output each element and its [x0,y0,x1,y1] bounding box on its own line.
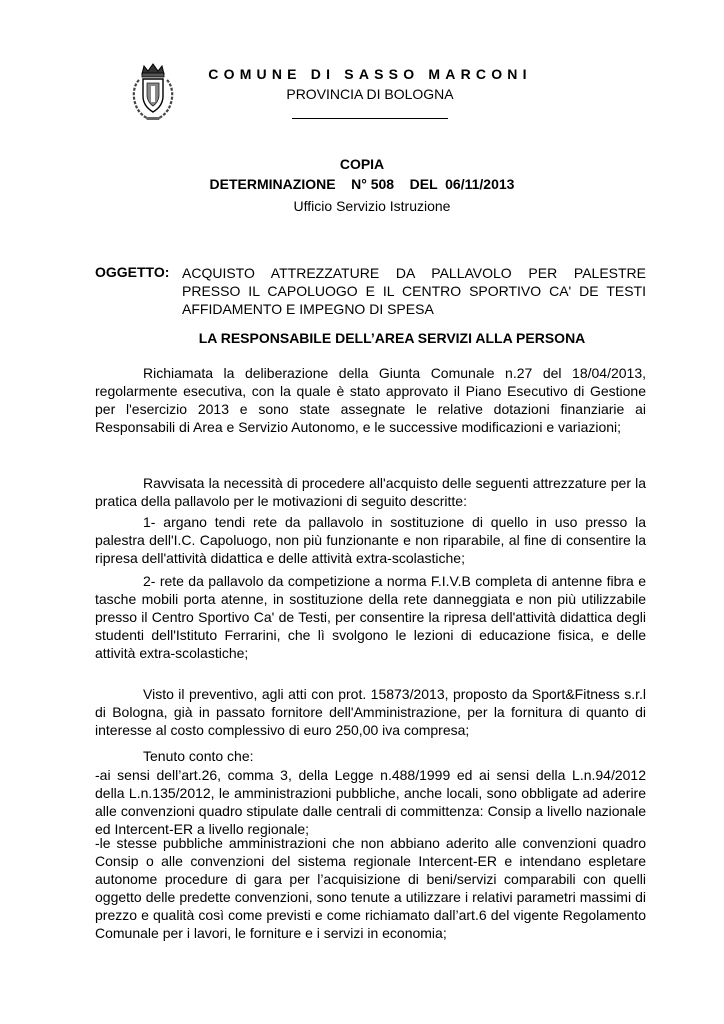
paragraph: Tenuto conto che: [143,748,254,764]
paragraph: Ravvisata la necessità di procedere all'acquisto delle seguenti attrezzature per la pratica della pallavolo per le motivazioni di seguito descritte: [95,475,646,509]
subject-text [182,264,646,318]
subject-line: AFFIDAMENTO E IMPEGNO DI SPESA [182,301,434,317]
paragraph: -ai sensi dell’art.26, comma 3, della Legge n.488/1999 ed ai sensi della L.n.94/2012 della L.n.135/2012, le amministrazioni pubbliche, anche locali, sono obbligate ad aderire alle convenzioni quadro stipulate dalle centrali di committenza: Consip a livello nazionale ed Intercent-ER a livello regionale; [95,767,646,837]
copy-label: COPIA [339,156,385,172]
municipality-name: COMUNE DI SASSO MARCONI [208,66,532,82]
determination-number: DETERMINAZIONE N° 508 DEL 06/11/2013 [209,176,515,192]
section-heading: LA RESPONSABILE DELL’AREA SERVIZI ALLA PERSONA [198,330,586,346]
subject-label: OGGETTO: [95,264,170,280]
subject-line: PRESSO IL CAPOLUOGO E IL CENTRO SPORTIVO CA' DE TESTI [182,283,646,299]
paragraph: Richiamata la deliberazione della Giunta Comunale n.27 del 18/04/2013, regolarmente esecutiva, con la quale è stato approvato il Piano Esecutivo di Gestione per l'esercizio 2013 e sono state assegnate le relative dotazioni finanziarie ai Responsabili di Area e Servizio Autonomo, e le successive modificazioni e variazioni; [95,365,646,435]
paragraph: -le stesse pubbliche amministrazioni che non abbiano aderito alle convenzioni quadro Consip o alle convenzioni del sistema regionale Intercent-ER e intendano espletare autonome procedure di gara per l’acquisizione di beni/servizi comparabili con quelli oggetto delle predette convenzioni, sono tenute a utilizzare i relativi parametri massimi di prezzo e qualità così come previsti e come richiamato dall’art.6 del vigente Regolamento Comunale per i lavori, le forniture e i servizi in economia; [95,835,646,941]
header-divider [292,118,448,119]
coat-of-arms-icon [129,62,177,124]
subject-line: ACQUISTO ATTREZZATURE DA PALLAVOLO PER PALESTRE [182,265,646,281]
province-name: PROVINCIA DI BOLOGNA [286,86,454,102]
office-name: Ufficio Servizio Istruzione [293,198,451,214]
paragraph: 2- rete da pallavolo da competizione a norma F.I.V.B completa di antenne fibra e tasche mobili porta atenne, in sostituzione della rete danneggiata e non più utilizzabile presso il Centro Sportivo Ca' de Testi, per consentire la ripresa dell'attività didattica degli studenti dell'Istituto Ferrarini, che lì svolgono le lezioni di educazione fisica, e delle attività extra-scolastiche; [95,573,646,661]
paragraph: 1- argano tendi rete da pallavolo in sostituzione di quello in uso presso la palestra dell'I.C. Capoluogo, non più funzionante e non riparabile, al fine di consentire la ripresa dell'attività didattica e delle attività extra-scolastiche; [95,514,646,566]
paragraph: Visto il preventivo, agli atti con prot. 15873/2013, proposto da Sport&Fitness s.r.l di Bologna, già in passato fornitore dell'Amministrazione, per la fornitura di quanto di interesse al costo complessivo di euro 250,00 iva compresa; [95,686,646,738]
